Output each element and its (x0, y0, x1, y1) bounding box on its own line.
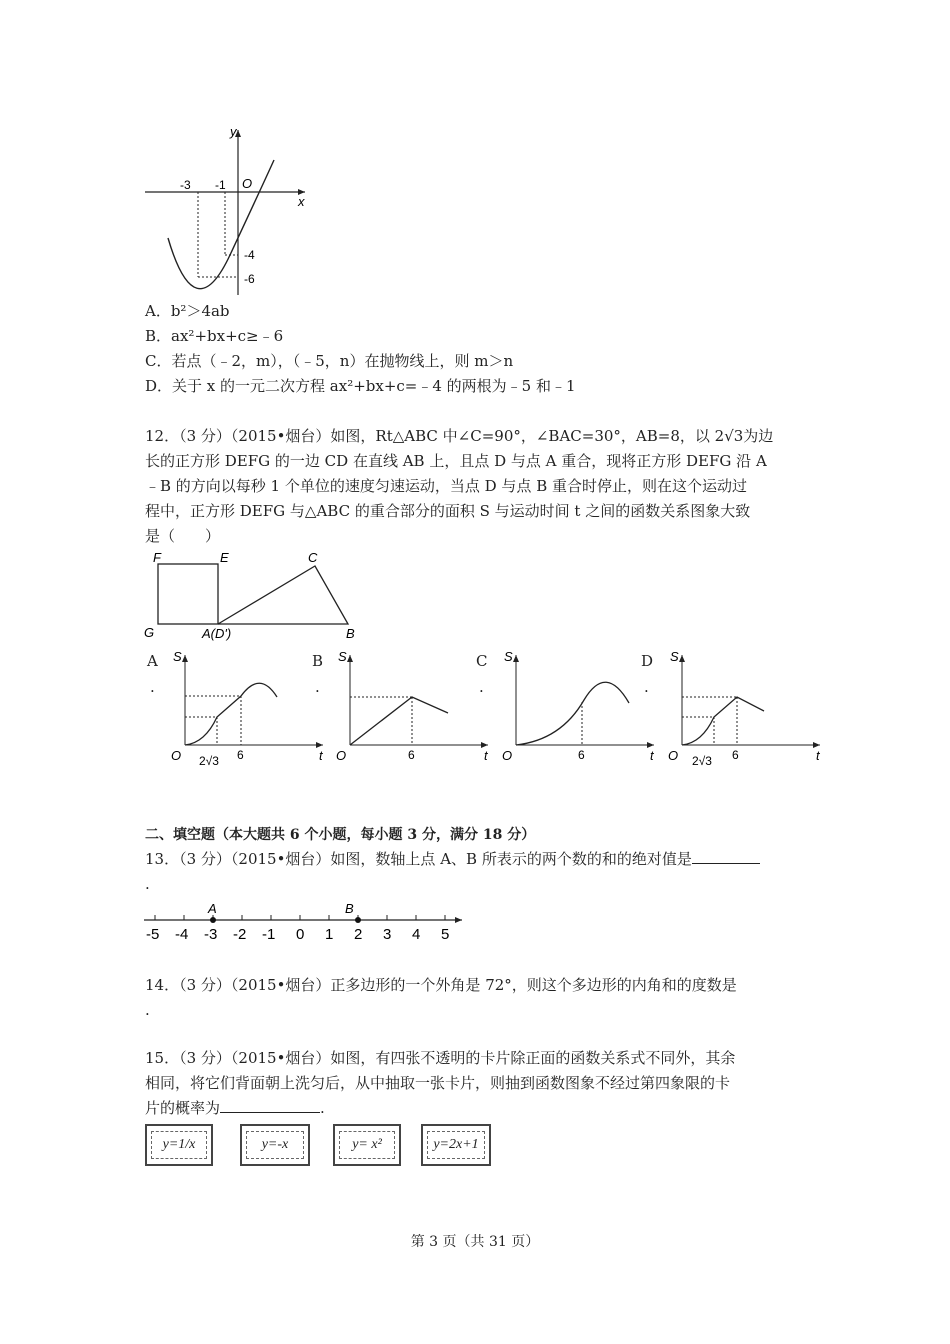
card-1 (145, 1124, 213, 1166)
svg-text:t: t (484, 748, 488, 763)
svg-text:t: t (816, 748, 820, 763)
svg-text:2√3: 2√3 (692, 754, 712, 768)
svg-text:O: O (502, 748, 513, 763)
point-A-dot (210, 917, 216, 923)
tick-label: 5 (441, 926, 450, 943)
card-4 (421, 1124, 491, 1166)
q15-answer-blank (220, 1098, 320, 1113)
page-footer: 第 3 页（共 31 页） (410, 1234, 540, 1250)
q14-tail: . (145, 1001, 150, 1019)
choice-a-letter: A (147, 652, 158, 670)
q12-line-2: 长的正方形 DEFG 的一边 CD 在直线 AB 上，且点 D 与点 A 重合，现将正方形 DEFG 沿 A (145, 452, 767, 470)
tick-label: -5 (146, 926, 160, 943)
label-G: G (144, 625, 155, 640)
label-F: F (153, 550, 161, 565)
tick-label: -1 (262, 926, 276, 943)
choice-c-letter: C (476, 652, 488, 670)
q14-text: 14．（3 分）（2015•烟台）正多边形的一个外角是 72°，则这个多边形的内角和的度数是 (145, 976, 737, 994)
card-3-formula: y= x² (339, 1131, 395, 1160)
svg-text:S: S (338, 649, 347, 664)
choice-d-dot: . (644, 678, 649, 696)
q13-tail: . (145, 875, 150, 893)
label-E: E (220, 550, 229, 565)
point-B-dot (355, 917, 361, 923)
axis-x-label: x (298, 194, 305, 209)
tick-label: -3 (204, 926, 218, 943)
q11-option-d: D．关于 x 的一元二次方程 ax²+bx+c=﹣4 的两根为﹣5 和﹣1 (145, 377, 576, 395)
q15-line-2: 相同，将它们背面朝上洗匀后，从中抽取一张卡片，则抽到函数图象不经过第四象限的卡 (145, 1074, 731, 1092)
section-2-heading: 二、填空题（本大题共 6 个小题，每小题 3 分，满分 18 分） (145, 827, 536, 843)
svg-text:S: S (173, 649, 182, 664)
svg-text:t: t (650, 748, 654, 763)
q12-line-5: 是（ ） (145, 527, 221, 545)
q13-number-line (140, 898, 470, 948)
card-3 (333, 1124, 401, 1166)
svg-text:S: S (670, 649, 679, 664)
q11-option-b: B．ax²+bx+c≥﹣6 (145, 327, 284, 345)
q11-option-a: A．b²＞4ab (145, 302, 230, 320)
point-B-label: B (345, 901, 354, 916)
tick-label: 3 (383, 926, 392, 943)
choice-c-graph (496, 645, 661, 770)
q12-line-4: 程中，正方形 DEFG 与△ABC 的重合部分的面积 S 与运动时间 t 之间的函数关系图象大致 (145, 502, 751, 520)
svg-text:O: O (171, 748, 182, 763)
label-B: B (346, 626, 355, 641)
choice-d-letter: D (641, 652, 654, 670)
tick-label: -4 (175, 926, 189, 943)
tick-label: 2 (354, 926, 363, 943)
choice-b-dot: . (315, 678, 320, 696)
q11-option-c: C．若点（﹣2，m），（﹣5，n）在抛物线上，则 m＞n (145, 352, 514, 370)
q13-text: 13．（3 分）（2015•烟台）如图，数轴上点 A、B 所表示的两个数的和的绝对值是 (145, 849, 760, 869)
card-2-formula: y=-x (246, 1131, 303, 1160)
tick-label: 0 (296, 926, 305, 943)
q12-line-1: 12．（3 分）（2015•烟台）如图，Rt△ABC 中∠C=90°，∠BAC=30°，AB=8，以 2√3为边 (145, 427, 774, 445)
q12-line-3: ﹣B 的方向以每秒 1 个单位的速度匀速运动，当点 D 与点 B 重合时停止，则在这个运动过 (145, 477, 747, 495)
svg-text:S: S (504, 649, 513, 664)
choice-a-dot: . (150, 678, 155, 696)
card-4-formula: y=2x+1 (427, 1131, 484, 1160)
q15-line-3: 片的概率为 . (145, 1099, 325, 1117)
tick-m4: -4 (244, 248, 255, 262)
choice-b-graph (330, 645, 495, 770)
card-2 (240, 1124, 310, 1166)
q11-parabola-graph (140, 120, 320, 300)
svg-text:O: O (668, 748, 679, 763)
tick-m1: -1 (215, 178, 226, 192)
svg-text:6: 6 (408, 748, 415, 762)
tick-label: -2 (233, 926, 247, 943)
choice-b-letter: B (312, 652, 324, 670)
choice-c-dot: . (479, 678, 484, 696)
label-C: C (308, 550, 318, 565)
tick-m3: -3 (180, 178, 191, 192)
svg-text:O: O (336, 748, 347, 763)
choice-d-graph (662, 645, 827, 770)
svg-text:6: 6 (237, 748, 244, 762)
choice-a-graph (165, 645, 330, 770)
label-AD: A(D') (202, 626, 232, 641)
svg-text:6: 6 (578, 748, 585, 762)
origin-label: O (242, 176, 253, 191)
card-1-formula: y=1/x (151, 1131, 207, 1160)
point-A-label: A (208, 901, 217, 916)
q13-answer-blank (692, 849, 760, 864)
svg-text:6: 6 (732, 748, 739, 762)
tick-label: 1 (325, 926, 334, 943)
tick-label: 4 (412, 926, 421, 943)
q15-line-1: 15．（3 分）（2015•烟台）如图，有四张不透明的卡片除正面的函数关系式不同外，其余 (145, 1049, 736, 1067)
svg-text:t: t (319, 748, 323, 763)
tick-m6: -6 (244, 272, 255, 286)
axis-y-label: y (230, 124, 237, 139)
svg-text:2√3: 2√3 (199, 754, 219, 768)
q12-square-triangle-figure (140, 548, 370, 643)
